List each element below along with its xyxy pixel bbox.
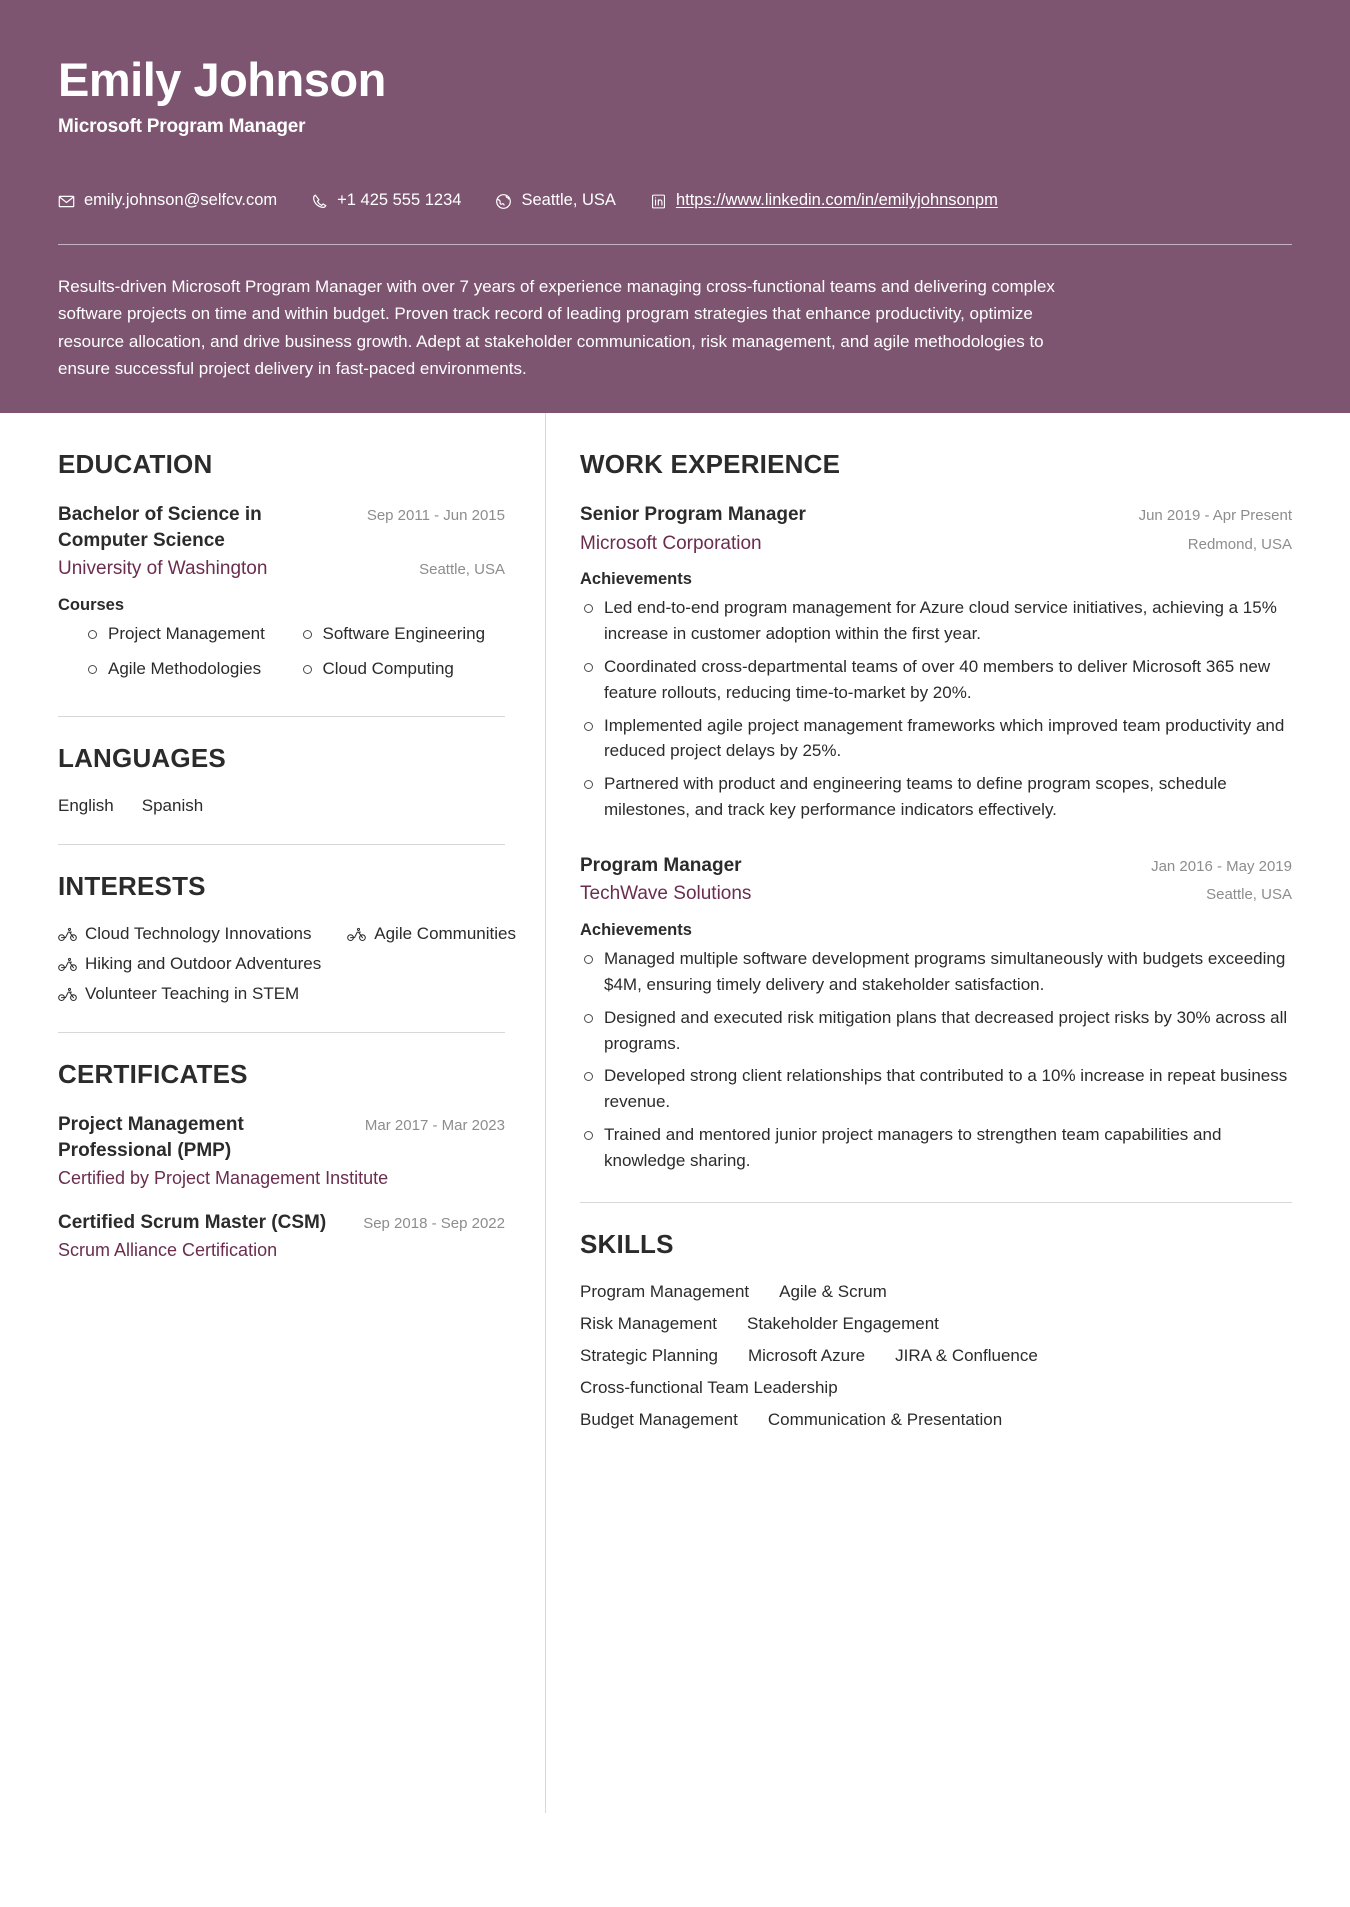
certificate-date: Mar 2017 - Mar 2023 [364, 1117, 505, 1135]
section-title-work-experience: WORK EXPERIENCE [580, 448, 841, 479]
certificate-head [58, 1210, 505, 1236]
work-company: TechWave Solutions [580, 883, 752, 905]
certificate-head [58, 1112, 505, 1163]
skill-chip: Communication & Presentation [767, 1409, 1003, 1429]
certificate-title: Certified Scrum Master (CSM) [58, 1212, 327, 1234]
contact-location [495, 190, 615, 211]
courses-label: Courses [58, 595, 125, 614]
section-divider [58, 1032, 505, 1033]
section-divider [58, 844, 505, 845]
education-entry-head [58, 502, 505, 553]
list-item: Developed strong client relationships that contributed to a 10% increase in repeat business revenue. [580, 1063, 1292, 1115]
bicycle-icon [58, 957, 77, 972]
education-entry-sub [58, 556, 505, 582]
contact-linkedin[interactable] [650, 190, 998, 211]
certificate-issuer: Certified by Project Management Institute [58, 1167, 389, 1188]
phone-icon [311, 193, 328, 210]
education-school: University of Washington [58, 558, 268, 580]
list-item: Implemented agile project management frameworks which improved team productivity and reduced project delays by 25%. [580, 713, 1292, 765]
skills-row [580, 1378, 1292, 1398]
work-entry [580, 853, 1292, 1174]
contact-phone[interactable] [311, 190, 461, 211]
list-item: Spanish [141, 796, 204, 816]
certificate-title: Project Management Professional (PMP) [58, 1114, 244, 1162]
education-entry [58, 502, 505, 689]
candidate-job-title: Microsoft Program Manager [58, 116, 306, 138]
contact-phone-text: +1 425 555 1234 [337, 191, 462, 210]
interests-list [58, 924, 516, 1004]
skills-row [580, 1346, 1292, 1366]
list-item [58, 984, 321, 1004]
skill-chip: Microsoft Azure [747, 1345, 866, 1365]
skill-chip: Budget Management [580, 1409, 738, 1429]
achievements-label: Achievements [580, 921, 692, 940]
bicycle-icon [347, 927, 366, 942]
professional-summary: Results-driven Microsoft Program Manager with over 7 years of experience managing cross-functional teams and delivering complex software projects on time and within budget. Proven track record of leading program strategies that enhance productivity, optimize resource allocation, and drive business growth. Adept at stakeholder communication, risk management, and agile methodologies to ensure successful project delivery in fast-paced environments. [58, 276, 1055, 379]
list-item: Agile Methodologies [84, 656, 291, 682]
right-column [545, 413, 1350, 1813]
list-item: Designed and executed risk mitigation plans that decreased project risks by 30% across all programs. [580, 1005, 1292, 1057]
section-work-experience [580, 449, 1292, 1174]
section-interests [58, 871, 516, 1004]
skills-row [580, 1282, 1292, 1302]
certificate-entry [58, 1210, 505, 1262]
skill-chip: Cross-functional Team Leadership [580, 1377, 838, 1397]
certificate-issuer: Scrum Alliance Certification [58, 1239, 278, 1260]
list-item [58, 954, 321, 974]
work-entry-head [580, 853, 1292, 879]
section-education [58, 449, 505, 689]
education-degree: Bachelor of Science in Computer Science [58, 503, 262, 551]
skill-chip: JIRA & Confluence [895, 1345, 1038, 1365]
list-item [58, 924, 321, 944]
skills-row [580, 1314, 1292, 1334]
linkedin-icon [650, 193, 667, 210]
resume-header [0, 0, 1350, 413]
skill-chip: Agile & Scrum [779, 1281, 887, 1301]
section-title-education: EDUCATION [58, 448, 213, 479]
contact-linkedin-link[interactable]: https://www.linkedin.com/in/emilyjohnsonpm [675, 191, 998, 210]
contact-email[interactable] [58, 190, 277, 211]
list-item: English [58, 796, 114, 816]
list-item: Cloud Computing [299, 656, 506, 682]
email-icon [58, 193, 75, 210]
section-title-certificates: CERTIFICATES [58, 1059, 248, 1090]
certificate-entry [58, 1112, 505, 1190]
section-divider [580, 1202, 1292, 1203]
work-entry-sub [580, 881, 1292, 907]
skill-chip: Risk Management [580, 1313, 718, 1333]
skill-chip: Strategic Planning [580, 1345, 718, 1365]
achievements-list [580, 946, 1292, 1174]
list-item: Trained and mentored junior project managers to strengthen team capabilities and knowledge sharing. [580, 1122, 1292, 1174]
education-location: Seattle, USA [419, 561, 505, 579]
certificate-date: Sep 2018 - Sep 2022 [363, 1215, 505, 1233]
contact-row [58, 190, 1292, 211]
list-item: Coordinated cross-departmental teams of over 40 members to deliver Microsoft 365 new feature rollouts, reducing time-to-market by 20%. [580, 654, 1292, 706]
skills-row [580, 1410, 1292, 1430]
achievements-label: Achievements [580, 570, 692, 589]
work-company: Microsoft Corporation [580, 532, 762, 554]
section-certificates [58, 1059, 505, 1262]
work-date: Jan 2016 - May 2019 [1151, 857, 1292, 875]
list-item: Partnered with product and engineering teams to define program scopes, schedule milestones, and track key performance indicators effectively. [580, 771, 1292, 823]
header-divider [58, 244, 1292, 245]
work-role: Program Manager [580, 854, 742, 876]
contact-location-text: Seattle, USA [521, 191, 616, 210]
work-location: Redmond, USA [1187, 535, 1292, 553]
bicycle-icon [58, 987, 77, 1002]
skills-list [580, 1282, 1292, 1430]
courses-list [84, 621, 505, 689]
resume-body [0, 413, 1350, 1813]
interest-label: Hiking and Outdoor Adventures [85, 954, 322, 974]
work-entry-sub [580, 531, 1292, 557]
list-item [347, 924, 516, 944]
list-item: Project Management [84, 621, 291, 647]
work-location: Seattle, USA [1206, 886, 1292, 904]
list-item: Managed multiple software development programs simultaneously with budgets exceeding $4M, ensuring timely delivery and stakeholder satisfaction. [580, 946, 1292, 998]
work-role: Senior Program Manager [580, 503, 806, 525]
skill-chip: Program Management [580, 1281, 750, 1301]
work-entry [580, 502, 1292, 823]
list-item: Software Engineering [299, 621, 506, 647]
languages-list [58, 796, 505, 816]
candidate-name: Emily Johnson [58, 53, 386, 106]
section-title-skills: SKILLS [580, 1228, 674, 1259]
section-title-interests: INTERESTS [58, 871, 206, 902]
section-skills [580, 1229, 1292, 1430]
left-column [0, 413, 545, 1322]
achievements-list [580, 595, 1292, 823]
interest-label: Cloud Technology Innovations [85, 924, 312, 944]
interest-label: Agile Communities [374, 924, 516, 944]
skill-chip: Stakeholder Engagement [747, 1313, 939, 1333]
list-item: Led end-to-end program management for Azure cloud service initiatives, achieving a 15% increase in customer adoption within the first year. [580, 595, 1292, 647]
work-date: Jun 2019 - Apr Present [1138, 506, 1292, 524]
education-date: Sep 2011 - Jun 2015 [366, 506, 505, 524]
location-icon [495, 193, 512, 210]
bicycle-icon [58, 927, 77, 942]
interest-label: Volunteer Teaching in STEM [85, 984, 300, 1004]
section-languages [58, 743, 505, 816]
work-entry-head [580, 502, 1292, 528]
section-title-languages: LANGUAGES [58, 743, 226, 774]
section-divider [58, 716, 505, 717]
contact-email-text: emily.johnson@selfcv.com [84, 191, 278, 210]
